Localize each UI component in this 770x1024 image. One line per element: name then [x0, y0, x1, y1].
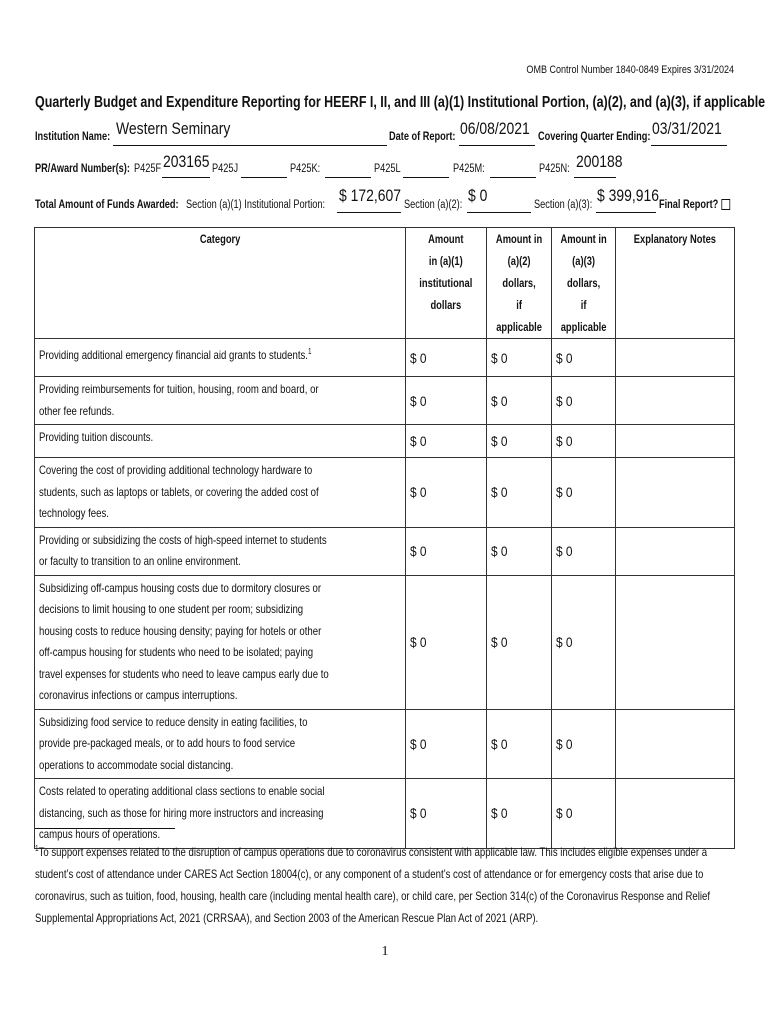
amount-a2-cell[interactable]: [486, 377, 551, 425]
amount-a2-value: $ 0: [490, 634, 508, 650]
p425j-field[interactable]: [241, 177, 287, 178]
header-explanatory-notes: Explanatory Notes: [616, 228, 735, 339]
table-row: [35, 339, 735, 377]
section-a1-field[interactable]: $ 172,607: [339, 186, 402, 205]
amount-a3-value: $ 0: [556, 735, 573, 752]
category-text-line: Covering the cost of providing additional technology hardware to: [39, 463, 313, 477]
category-text-line: Providing reimbursements for tuition, housing, room and board, or: [39, 382, 319, 396]
amount-a2-cell[interactable]: [486, 527, 551, 575]
table-row: [35, 425, 735, 458]
category-text-line: housing costs to reduce housing density; paying for hotels or other: [39, 623, 322, 638]
p425m-field[interactable]: [490, 177, 536, 178]
category-cell: [35, 527, 406, 575]
amount-a3-cell[interactable]: [552, 339, 616, 377]
total-funds-label: Total Amount of Funds Awarded:: [35, 199, 179, 211]
category-text-line: Costs related to operating additional class sections to enable social: [39, 784, 325, 798]
a2-underline: [467, 212, 531, 213]
explanatory-notes-cell[interactable]: [616, 575, 735, 709]
expenditure-table: [34, 227, 735, 849]
category-text-line: off-campus housing for students who need to be isolated; paying: [39, 645, 314, 659]
table-header-row: [35, 228, 735, 339]
table-row: [35, 709, 735, 779]
amount-a3-value: $ 0: [556, 805, 573, 822]
header-amount-a2: Amount in (a)(2) dollars, if applicable: [486, 228, 551, 339]
amount-a1-cell[interactable]: [406, 527, 487, 575]
amount-a2-value: $ 0: [490, 805, 508, 822]
amount-a1-cell[interactable]: [406, 425, 487, 458]
header-amount-a1: Amount in (a)(1) institutional dollars: [406, 228, 487, 339]
table-row: [35, 458, 735, 528]
footnote-divider: [35, 828, 175, 829]
amount-a3-cell[interactable]: [552, 575, 616, 709]
category-text-line: other fee refunds.: [39, 403, 115, 418]
category-cell: [35, 425, 406, 458]
amount-a1-cell[interactable]: [406, 709, 487, 779]
amount-a2-cell[interactable]: [486, 339, 551, 377]
amount-a1-value: $ 0: [410, 805, 427, 822]
institution-underline: [113, 145, 387, 146]
category-cell: [35, 339, 406, 377]
amount-a1-value: $ 0: [410, 433, 427, 449]
amount-a3-cell[interactable]: [552, 425, 616, 458]
table-row: [35, 575, 735, 709]
p425k-field[interactable]: [325, 177, 371, 178]
category-text-line: campus hours of operations.: [39, 827, 161, 841]
amount-a2-value: $ 0: [490, 433, 508, 449]
category-text-line: distancing, such as those for hiring more instructors and increasing: [39, 805, 324, 820]
p425n-field[interactable]: 200188: [576, 152, 623, 171]
category-cell: [35, 709, 406, 779]
amount-a3-cell[interactable]: [552, 527, 616, 575]
amount-a2-value: $ 0: [490, 484, 508, 501]
category-text-line: technology fees.: [39, 506, 109, 520]
explanatory-notes-cell[interactable]: [616, 458, 735, 528]
explanatory-notes-cell[interactable]: [616, 709, 735, 779]
category-text-line: Providing tuition discounts.: [39, 430, 154, 444]
p425f-field[interactable]: 203165: [163, 152, 210, 171]
footnote: [35, 838, 723, 929]
date-underline: [459, 145, 535, 146]
quarter-ending-field[interactable]: 03/31/2021: [652, 119, 722, 138]
amount-a1-value: $ 0: [410, 543, 427, 559]
amount-a1-cell[interactable]: [406, 575, 487, 709]
final-report-label: Final Report?: [659, 199, 719, 211]
p425n-label: P425N:: [539, 163, 570, 175]
category-text-line: Subsidizing food service to reduce density in eating facilities, to: [39, 714, 308, 729]
final-report-question: [659, 199, 730, 211]
institution-label: Institution Name:: [35, 131, 111, 143]
amount-a1-cell[interactable]: [406, 339, 487, 377]
category-text-line: Providing or subsidizing the costs of high-speed internet to students: [39, 532, 327, 547]
amount-a1-cell[interactable]: [406, 458, 487, 528]
section-a2-label: Section (a)(2):: [404, 199, 463, 211]
date-of-report-field[interactable]: 06/08/2021: [460, 119, 530, 138]
amount-a2-cell[interactable]: [486, 709, 551, 779]
quarter-label: Covering Quarter Ending:: [538, 131, 651, 143]
category-text-line: decisions to limit housing to one student per room; subsidizing: [39, 602, 304, 616]
explanatory-notes-cell[interactable]: [616, 527, 735, 575]
amount-a2-cell[interactable]: [486, 458, 551, 528]
amount-a2-value: $ 0: [490, 392, 508, 409]
a3-underline: [596, 212, 656, 213]
section-a3-field[interactable]: $ 399,916: [597, 186, 660, 205]
amount-a2-cell[interactable]: [486, 575, 551, 709]
amount-a1-value: $ 0: [410, 349, 427, 366]
page-title: Quarterly Budget and Expenditure Reporting for HEERF I, II, and III (a)(1) Institutional Portion, (a)(2), and (a)(3), if applicable: [35, 94, 766, 111]
category-cell: [35, 575, 406, 709]
amount-a3-cell[interactable]: [552, 709, 616, 779]
amount-a1-value: $ 0: [410, 634, 427, 650]
p425n-underline: [574, 177, 616, 178]
amount-a3-value: $ 0: [556, 349, 573, 366]
category-text-line: students, such as laptops or tablets, or covering the added cost of: [39, 484, 319, 499]
footnote-text: To support expenses related to the disruption of campus operations due to coronavirus consistent with applicable law. This includes eligible expenses under a student’s cost of attendance under CARES Act Section 18004(c), or any component of a student’s cost of attendance or for emergency costs that arise due to coronavirus, such as tuition, food, housing, health care (including mental health care), or child care, per Section 314(c) of the Coronavirus Response and Relief Supplemental Appropriations Act, 2021 (CRRSAA), and Section 2003 of the American Rescue Plan Act of 2021 (ARP).: [35, 845, 711, 925]
amount-a1-value: $ 0: [410, 484, 427, 501]
p425f-label: P425F: [134, 163, 162, 175]
footnote-marker: 1: [35, 844, 39, 853]
award-label: PR/Award Number(s):: [35, 163, 130, 175]
amount-a1-value: $ 0: [410, 392, 427, 409]
header-amount-a3: Amount in (a)(3) dollars, if applicable: [552, 228, 616, 339]
amount-a3-value: $ 0: [556, 634, 573, 650]
institution-name-field[interactable]: Western Seminary: [116, 119, 231, 138]
explanatory-notes-cell[interactable]: [616, 377, 735, 425]
section-a2-field[interactable]: $ 0: [468, 186, 488, 205]
amount-a2-value: $ 0: [490, 349, 508, 366]
page-number: 1: [381, 944, 389, 959]
category-text-line: travel expenses for students who need to leave campus early due to: [39, 666, 329, 681]
p425m-label: P425M:: [453, 163, 485, 175]
category-text-line: Providing additional emergency financial aid grants to students.$^1$: [39, 347, 312, 362]
explanatory-notes-cell[interactable]: [616, 425, 735, 458]
table-row: [35, 527, 735, 575]
p425l-field[interactable]: [403, 177, 449, 178]
amount-a3-value: $ 0: [556, 484, 573, 501]
amount-a3-cell[interactable]: [552, 458, 616, 528]
section-a1-label: Section (a)(1) Institutional Portion:: [186, 199, 326, 211]
section-a3-label: Section (a)(3):: [534, 199, 593, 211]
category-text-line: coronavirus infections or campus interruptions.: [39, 688, 238, 702]
p425k-label: P425K:: [290, 163, 321, 175]
amount-a2-cell[interactable]: [486, 425, 551, 458]
category-text-line: operations to accommodate social distancing.: [39, 757, 234, 772]
a1-underline: [337, 212, 401, 213]
omb-control-number: OMB Control Number 1840-0849 Expires 3/31/2024: [526, 64, 734, 76]
date-label: Date of Report:: [389, 131, 456, 143]
p425j-label: P425J: [212, 163, 239, 175]
category-cell: [35, 458, 406, 528]
header-category: Category: [35, 228, 406, 339]
final-report-checkbox[interactable]: [722, 199, 731, 210]
amount-a3-value: $ 0: [556, 392, 573, 409]
explanatory-notes-cell[interactable]: [616, 339, 735, 377]
amount-a3-value: $ 0: [556, 433, 573, 449]
category-text-line: Subsidizing off-campus housing costs due to dormitory closures or: [39, 580, 322, 595]
amount-a1-value: $ 0: [410, 735, 427, 752]
amount-a3-value: $ 0: [556, 543, 573, 559]
category-text-line: provide pre-packaged meals, or to add hours to food service: [39, 736, 296, 750]
table-row: [35, 377, 735, 425]
amount-a2-value: $ 0: [490, 543, 508, 559]
p425f-underline: [162, 177, 210, 178]
category-text-line: or faculty to transition to an online environment.: [39, 554, 241, 568]
category-cell: [35, 377, 406, 425]
quarter-underline: [651, 145, 727, 146]
amount-a1-cell[interactable]: [406, 377, 487, 425]
amount-a2-value: $ 0: [490, 735, 508, 752]
amount-a3-cell[interactable]: [552, 377, 616, 425]
p425l-label: P425L: [374, 163, 401, 175]
footnote-ref: 1: [307, 347, 312, 356]
